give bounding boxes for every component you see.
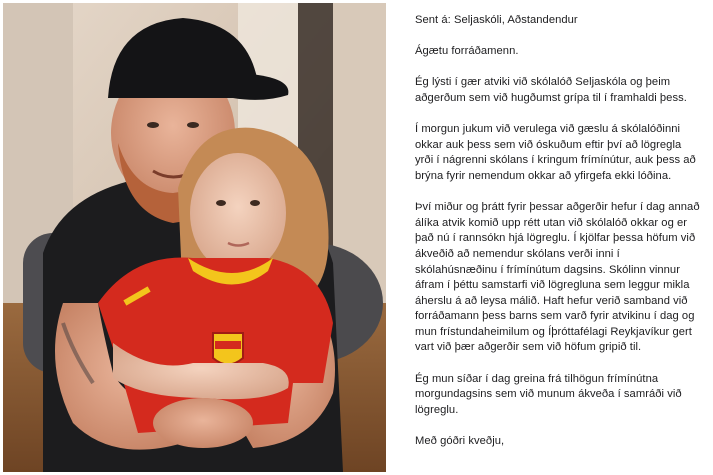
shirt-badge [213,333,243,365]
father-and-child-photo [3,3,386,472]
letter-paragraph: Því miður og þrátt fyrir þessar aðgerðir hefur í dag annað álíka atvik komið upp rétt utan við skólalóð okkar og er það nú í rannsókn hjá lögreglu. Í kjölfar þessa höfum við ákveðið að nemendur skólans verði inni í skólahúsnæðinu í frímínútum dagsins. Skólinn vinnur áfram í þéttu samstarfi við lögregluna sem leggur mikla áherslu á að leysa málið. Haft hefur verið samband við forráðamann þess barns sem varð fyrir atvikinu í dag og mun frístundaheimilum og Íþróttafélagi Reykjavíkur gert vart við þær aðgerðir sem við höfum gripið til. [415,201,700,354]
letter-paragraph: Ég lýsti í gær atviki við skólalóð Seljaskóla og þeim aðgerðum sem við hugðumst grípa til í framhaldi þess. [415,76,687,104]
letter-greeting: Ágætu forráðamenn. [415,45,519,58]
letter-recipients: Sent á: Seljaskóli, Aðstandendur [415,14,578,26]
letter-paragraph: Í morgun jukum við verulega við gæslu á skólalóðinni okkar auk þess sem við óskuðum eftir því að lögregla yrði í nágrenni skólans í kringum frímínútur, auk þess að brýna fyrir nemendum okkar að yfirgefa ekki lóðina. [415,123,696,182]
letter [415,13,700,450]
letter-paragraph: Ég mun síðar í dag greina frá tilhögun frímínútna morgundagsins sem við munum ákveða í samráði við lögreglu. [415,372,682,416]
photo [3,3,386,472]
letter-closing: Með góðri kveðju, [415,435,505,448]
